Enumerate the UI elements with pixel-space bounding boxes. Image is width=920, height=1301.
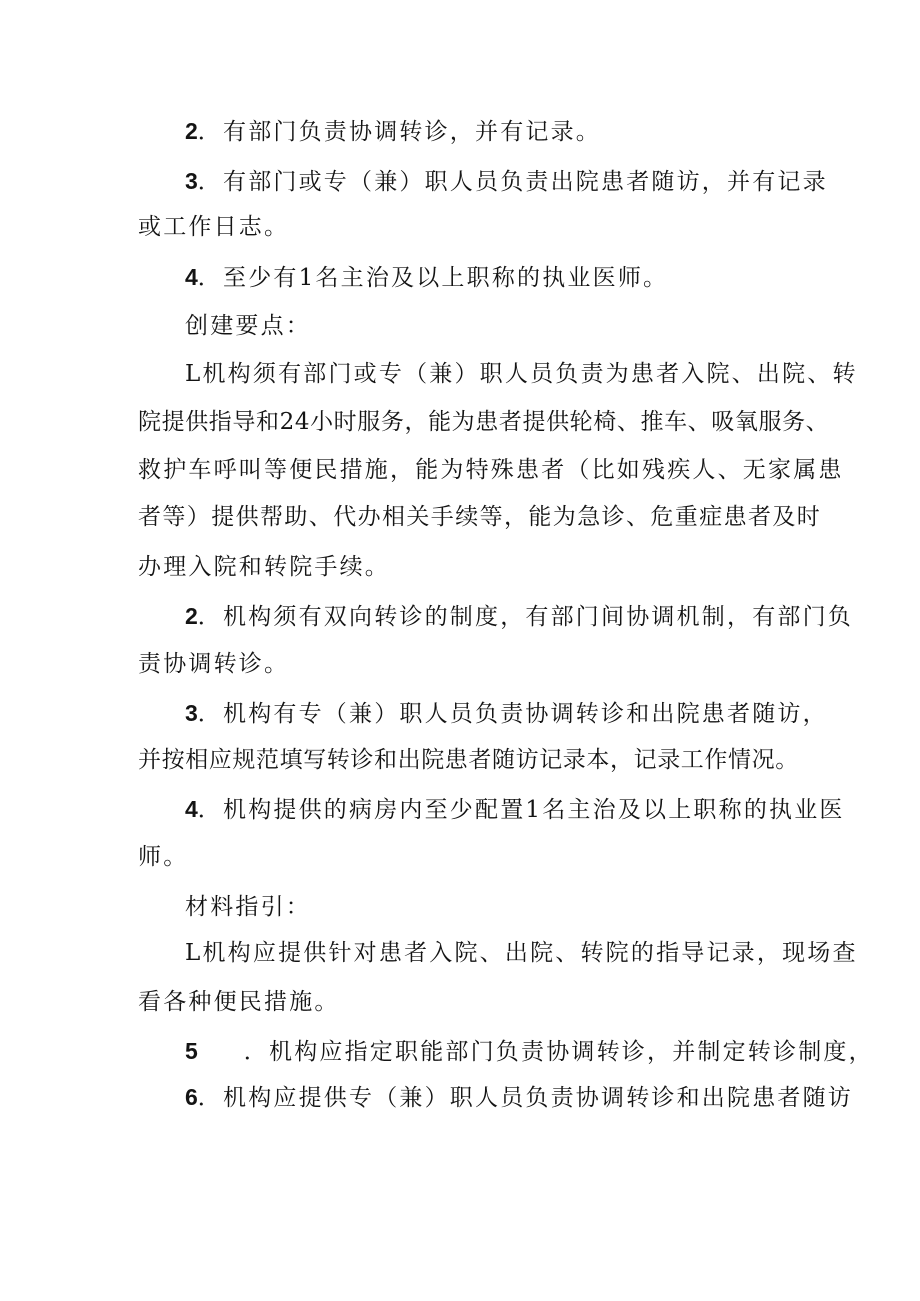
- item-text: ．机构须有双向转诊的制度，有部门间协调机制，有部门负: [197, 604, 853, 630]
- paragraph-line: [138, 649, 289, 679]
- paragraph-line: [185, 1036, 874, 1067]
- heading-text: 材料指引：: [185, 894, 311, 920]
- item-number: 3: [185, 700, 198, 726]
- section-heading: [185, 311, 311, 341]
- paragraph-line: [185, 601, 853, 632]
- item-text: ．机构提供的病房内至少配置1名主治及以上职称的执业医: [197, 797, 845, 823]
- paragraph-line: [185, 359, 858, 389]
- paragraph-line: [185, 262, 668, 293]
- paragraph-line: [138, 407, 829, 437]
- item-text: 院提供指导和24小时服务，能为患者提供轮椅、推车、吸氧服务、: [138, 409, 830, 435]
- paragraph-line: [138, 212, 289, 242]
- item-text: 看各种便民措施。: [138, 989, 340, 1015]
- section-heading: [185, 892, 311, 922]
- paragraph-line: [185, 794, 845, 825]
- item-text: 办理入院和转院手续。: [138, 554, 390, 580]
- paragraph-line: [138, 842, 188, 872]
- item-text: ．机构应提供专（兼）职人员负责协调转诊和出院患者随访: [197, 1085, 853, 1111]
- paragraph-line: [185, 166, 828, 197]
- item-text: L机构须有部门或专（兼）职人员负责为患者入院、出院、转: [185, 361, 858, 387]
- item-number: 5: [185, 1038, 198, 1064]
- item-number: 3: [185, 168, 198, 194]
- heading-text: 创建要点：: [185, 313, 311, 339]
- item-number: 4: [185, 796, 198, 822]
- item-text: 责协调转诊。: [138, 651, 290, 677]
- item-text: ．有部门或专（兼）职人员负责出院患者随访，并有记录: [197, 169, 828, 195]
- paragraph-line: [185, 116, 601, 147]
- item-text: 师。: [138, 844, 189, 870]
- item-text: ．至少有1名主治及以上职称的执业医师。: [197, 265, 669, 291]
- item-text: 或工作日志。: [138, 214, 290, 240]
- paragraph-line: [185, 698, 828, 729]
- item-number: 2: [185, 118, 198, 144]
- paragraph-line: [138, 502, 821, 532]
- paragraph-line: [138, 552, 390, 582]
- item-text: ．有部门负责协调转诊，并有记录。: [197, 119, 601, 145]
- paragraph-line: [185, 1082, 853, 1113]
- paragraph-line: [138, 987, 340, 1017]
- item-number: 6: [185, 1084, 198, 1110]
- item-text: ．机构应指定职能部门负责协调转诊，并制定转诊制度，: [243, 1039, 874, 1065]
- item-number: 4: [185, 264, 198, 290]
- item-text: L机构应提供针对患者入院、出院、转院的指导记录，现场查: [185, 940, 858, 966]
- item-text: 者等）提供帮助、代办相关手续等，能为急诊、危重症患者及时: [138, 504, 822, 530]
- item-number: 2: [185, 603, 198, 629]
- paragraph-line: [185, 938, 858, 968]
- paragraph-line: [138, 455, 844, 485]
- item-text: ．机构有专（兼）职人员负责协调转诊和出院患者随访，: [197, 701, 828, 727]
- item-text: 救护车呼叫等便民措施，能为特殊患者（比如残疾人、无家属患: [138, 457, 844, 483]
- paragraph-line: [138, 745, 799, 775]
- item-text: 并按相应规范填写转诊和出院患者随访记录本，记录工作情况。: [138, 747, 799, 773]
